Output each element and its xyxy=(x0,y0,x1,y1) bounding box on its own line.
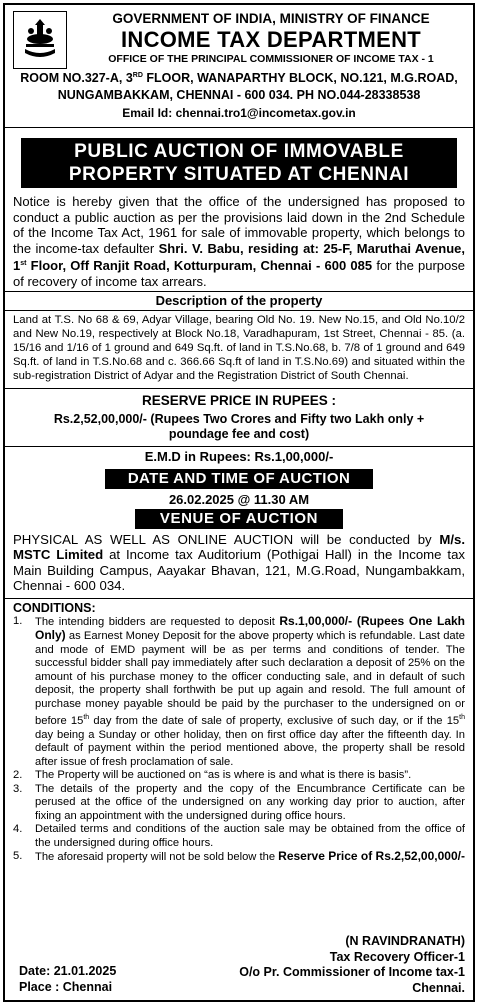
condition-part: The aforesaid property will not be sold below the xyxy=(35,851,279,864)
condition-item xyxy=(13,615,465,770)
conditions-section xyxy=(5,598,473,865)
address-line-2: NUNGAMBAKKAM, CHENNAI - 600 034. PH NO.044-28338538 xyxy=(57,88,421,102)
defaulter-name: Shri. V. Babu, residing at: 25-F, Maruthai Avenue, 1 xyxy=(13,240,466,273)
condition-text xyxy=(35,850,465,865)
email-line: Email Id: chennai.tro1@incometax.gov.in xyxy=(122,106,356,120)
reserve-price-heading: RESERVE PRICE IN RUPEES : xyxy=(141,392,337,408)
signature-block xyxy=(239,934,465,996)
department-name: INCOME TAX DEPARTMENT xyxy=(120,27,422,52)
address-line-1 xyxy=(5,71,473,85)
condition-item xyxy=(13,850,465,865)
condition-part: as Earnest Money Deposit for the above property which is refundable. Last date and mode of EMD payment will be as per terms and conditions of tender. The successful bidder shall pay immediately after such declaration a deposit of 25% on the amount of his purchase money to the officer conducting sale, and in default of such deposit, the property shall forthwith be put up again and resold. The full amount of purchase money payable should be paid by the purchaser to the undersigned on or before 15 xyxy=(35,630,465,728)
officer-name: (N RAVINDRANATH) xyxy=(345,934,465,948)
condition-part: The intending bidders are requested to deposit xyxy=(35,615,280,628)
notice-date: Date: 21.01.2025 xyxy=(19,964,117,978)
conditions-heading: CONDITIONS: xyxy=(13,600,96,615)
officer-designation: Tax Recovery Officer-1 xyxy=(329,949,465,964)
notice-text: for the purpose of recovery of income tax arrears. xyxy=(13,258,465,289)
condition-item xyxy=(13,783,465,824)
reserve-price-line-1: Rs.2,52,00,000/- (Rupees Two Crores and Fifty two Lakh only + xyxy=(53,411,425,426)
emd-amount: E.M.D in Rupees: Rs.1,00,000/- xyxy=(5,446,473,467)
property-description: Land at T.S. No 68 & 69, Adyar Village, bearing Old No. 19. New No.15, and Old No.10/2 and New No.19, respectively at Block No.18, Varadhapuram, 1st Street, Chennai - 85. (a. 15/16 and 1/16 of 1 ground and 649 Sq.ft. of land in T.S.No.68, b. 7/8 of 1 ground and 649 Sq.ft. of land in T.S.No.68 and c. 366.66 Sq.ft of land in T.S.No.69) and situated within the sub-registration District of Adyar and the Registration District of South Chennai. xyxy=(13,314,465,382)
date-place-block xyxy=(19,964,116,995)
venue-text: at Income tax Auditorium (Pothigai Hall) in the Income tax Main Building Campus, Aayakar Bhavan, 121, M.G.Road, Nungambakkam, Chennai - 600 034. xyxy=(13,547,466,594)
officer-office: O/o Pr. Commissioner of Income tax-1 xyxy=(239,965,465,979)
condition-text: Detailed terms and conditions of the auction sale may be obtained from the office of the undersigned during office hours. xyxy=(35,823,465,849)
condition-text: The Property will be auctioned on “as is where is and what is there is basis”. xyxy=(35,769,412,782)
address-sup: RD xyxy=(132,72,143,79)
officer-city: Chennai. xyxy=(412,980,465,995)
notice-place: Place : Chennai xyxy=(19,979,113,994)
notice-text: Notice is hereby given that the office of the undersigned has proposed to conduct a public auction as per the provisions laid down in the 2nd Schedule of the Income Tax Act, 1961 for sale of immovable property, which belongs to the income-tax defaulter xyxy=(13,194,465,256)
condition-item xyxy=(13,823,465,850)
ministry-line: GOVERNMENT OF INDIA, MINISTRY OF FINANCE xyxy=(112,11,430,26)
description-heading: Description of the property xyxy=(5,291,473,311)
defaulter-address: Floor, Off Ranjit Road, Kotturpuram, Chennai - 600 085 xyxy=(26,258,373,273)
condition-text: The details of the property and the copy of the Encumbrance Certificate can be perused at the office of the undersigned on any working day prior to auction, after fixing an appointment with the undersigned during office hours. xyxy=(35,782,465,822)
reserve-price-section xyxy=(5,388,473,442)
condition-number: 3. xyxy=(13,782,23,795)
venue-paragraph xyxy=(13,532,465,594)
floor-sup: st xyxy=(20,260,27,267)
reserve-price-note: Reserve Price of Rs.2,52,00,000/- xyxy=(278,849,465,864)
ordinal-sup: th xyxy=(83,714,90,722)
venue-text: PHYSICAL AS WELL AS ONLINE AUCTION will be conducted by xyxy=(13,531,440,547)
emd-deposit-amount: Rs.1,00,000/- (Rupees One Lakh Only) xyxy=(35,613,465,643)
title-line-2: PROPERTY SITUATED AT CHENNAI xyxy=(68,164,410,185)
condition-number: 5. xyxy=(13,850,23,863)
venue-heading: VENUE OF AUCTION xyxy=(135,509,343,529)
emblem-icon xyxy=(13,11,67,69)
notice-title xyxy=(21,138,457,188)
date-time-heading: DATE AND TIME OF AUCTION xyxy=(105,469,373,489)
title-line-1: PUBLIC AUCTION OF IMMOVABLE xyxy=(74,141,404,162)
auction-date-time: 26.02.2025 @ 11.30 AM xyxy=(168,491,310,507)
reserve-price-line-2: poundage fee and cost) xyxy=(168,426,310,441)
conditions-list xyxy=(13,615,465,865)
venue-agency: M/s. MSTC Limited xyxy=(13,531,465,563)
condition-part: day being a Sunday or other holiday, then on first office day after the fifteenth day. In default of payment within the period mentioned above, the property shall be resold after issue of fresh proclamation of sale. xyxy=(35,728,465,768)
condition-part: day from the date of sale of property, exclusive of such day, or if the 15 xyxy=(89,715,460,728)
address-part: ROOM NO.327-A, 3 xyxy=(20,71,133,85)
condition-text xyxy=(35,615,465,770)
notice-paragraph xyxy=(13,194,465,289)
ordinal-sup: th xyxy=(459,714,465,722)
office-name: OFFICE OF THE PRINCIPAL COMMISSIONER OF INCOME TAX - 1 xyxy=(108,53,434,65)
income-tax-logo xyxy=(17,15,63,65)
condition-item xyxy=(13,769,465,783)
address-part: FLOOR, WANAPARTHY BLOCK, NO.121, M.G.ROAD, xyxy=(142,71,458,85)
condition-number: 4. xyxy=(13,823,23,836)
condition-number: 2. xyxy=(13,769,23,782)
header xyxy=(5,5,473,128)
condition-number: 1. xyxy=(13,614,23,627)
auction-notice xyxy=(3,3,475,1002)
